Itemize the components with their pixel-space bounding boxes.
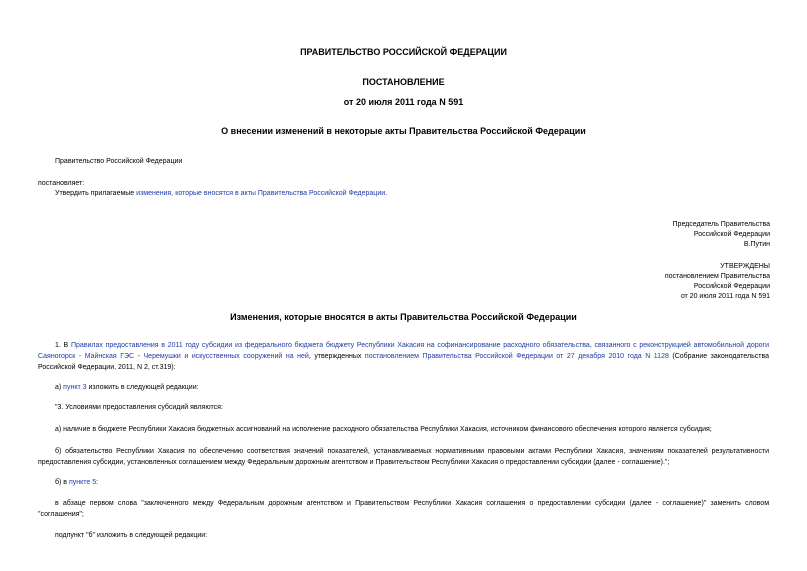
document-title: О внесении изменений в некоторые акты Правительства Российской Федерации (221, 126, 586, 136)
item-b-suffix: : (96, 479, 99, 486)
item-a-prefix: а) (55, 384, 64, 391)
rules-link[interactable]: Правилах предоставления в 2011 году субсидии из федерального бюджета бюджету Республики Хакасия на софинансирование расходного обязательства, связанного с реконструкцией автомобильной дороги Саяногорск - Майнская ГЭС - Черемушки и искусственных сооружений на ней (38, 342, 769, 360)
point-5-link[interactable]: пункте 5 (68, 479, 97, 486)
item-a (55, 382, 199, 393)
decrees-line: постановляет: (38, 180, 85, 187)
item-b-paragraph-2: подпункт "б" изложить в следующей редакции: (55, 532, 208, 539)
point-3-link[interactable]: пункт 3 (63, 384, 87, 391)
approved-line-2: постановлением Правительства (664, 273, 770, 280)
item-a-suffix: изложить в следующей редакции: (86, 384, 199, 391)
document-date-number: от 20 июля 2011 года N 591 (343, 97, 464, 107)
approve-changes-link[interactable]: изменения, которые вносятся в акты Правительства Российской Федерации (136, 190, 386, 197)
approve-suffix: . (385, 190, 388, 197)
signature-line-1: Председатель Правительства (672, 221, 770, 228)
changes-title: Изменения, которые вносятся в акты Правительства Российской Федерации (230, 312, 577, 322)
clause-3-b: б) обязательство Республики Хакасия по обеспечению соответствия значений показателей, устанавливаемых нормативными правовыми актами Республики Хакасия, значениям показателей результативности предоставления субсидии, установленных соглашением между Федеральным дорожным агентством и Правительством Республики Хакасия о предоставлении субсидии (далее - соглашение)."; (38, 448, 769, 466)
approve-paragraph (55, 188, 387, 199)
government-heading: ПРАВИТЕЛЬСТВО РОССИЙСКОЙ ФЕДЕРАЦИИ (300, 47, 507, 57)
item-b (55, 477, 98, 488)
government-line: Правительство Российской Федерации (55, 158, 183, 165)
signature-name: В.Путин (743, 241, 770, 248)
approved-line-1: УТВЕРЖДЕНЫ (720, 263, 770, 270)
p1-suffix: (Собрание законодательства Российской Федерации, 2011, N 2, ст.319): (38, 353, 769, 371)
signature-line-2: Российской Федерации (693, 231, 770, 238)
item-b-prefix: б) в (55, 479, 69, 486)
approve-prefix: Утвердить прилагаемые (55, 190, 137, 197)
approved-line-3: Российской Федерации (693, 283, 770, 290)
clause-3-a: а) наличие в бюджете Республики Хакасия бюджетных ассигнований на исполнение расходного обязательства Республики Хакасия, источником финансового обеспечения которого является субсидия; (55, 426, 712, 433)
resolution-1128-link[interactable]: постановлением Правительства Российской Федерации от 27 декабря 2010 года N 1128 (364, 353, 669, 360)
p1-prefix: 1. В (55, 342, 71, 349)
approved-line-4: от 20 июля 2011 года N 591 (680, 293, 770, 300)
clause-3: "3. Условиями предоставления субсидий являются: (55, 404, 223, 411)
item-b-paragraph-1: в абзаце первом слова "заключенного между Федеральным дорожным агентством и Правительством Республики Хакасия соглашения о предоставлении субсидии (далее - соглашение)" заменить словом "соглашения"; (38, 500, 769, 518)
p1-mid: , утвержденных (308, 353, 365, 360)
document-type: ПОСТАНОВЛЕНИЕ (362, 77, 445, 87)
changes-paragraph-1 (38, 340, 769, 373)
